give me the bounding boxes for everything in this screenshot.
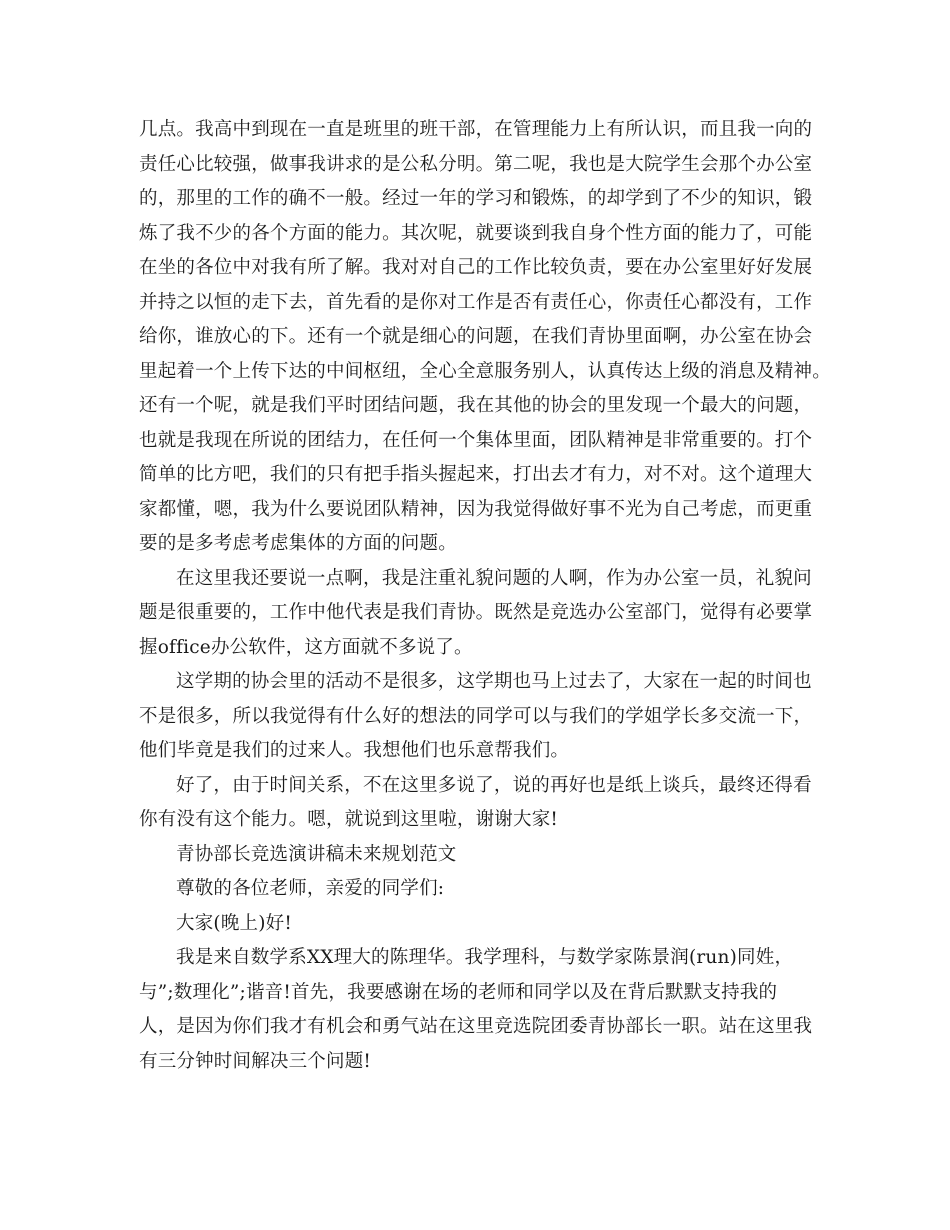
paragraph-start-line: 好了，由于时间关系，不在这里多说了，说的再好也是纸上谈兵，最终还得看 xyxy=(176,774,812,796)
text-line: 他们毕竟是我们的过来人。我想他们也乐意帮我们。 xyxy=(139,740,570,761)
document-body xyxy=(139,113,829,1079)
text-line: 题是很重要的，工作中他代表是我们青协。既然是竞选办公室部门，觉得有必要掌 xyxy=(139,602,813,623)
text-line: 人，是因为你们我才有机会和勇气站在这里竞选院团委青协部长一职。站在这里我 xyxy=(139,1016,813,1037)
text-line: 炼了我不少的各个方面的能力。其次呢，就要谈到我自身个性方面的能力了，可能 xyxy=(139,222,813,244)
text-line: 你有没有这个能力。嗯，就说到这里啦，谢谢大家! xyxy=(139,809,559,830)
paragraph-start-line: 在这里我还要说一点啊，我是注重礼貌问题的人啊，作为办公室一员，礼貌问 xyxy=(176,567,812,589)
salutation-line: 尊敬的各位老师，亲爱的同学们: xyxy=(176,878,445,899)
text-line: 也就是我现在所说的团结力，在任何一个集体里面，团队精神是非常重要的。打个 xyxy=(139,429,813,451)
section-heading: 青协部长竞选演讲稿未来规划范文 xyxy=(176,843,457,865)
text-line: 要的是多考虑考虑集体的方面的问题。 xyxy=(139,533,457,554)
text-line: 给你，谁放心的下。还有一个就是细心的问题，在我们青协里面啊，办公室在协会 xyxy=(139,326,813,347)
text-line: 简单的比方吧，我们的只有把手指头握起来，打出去才有力，对不对。这个道理大 xyxy=(139,464,813,485)
text-line: 的，那里的工作的确不一般。经过一年的学习和锻炼，的却学到了不少的知识，锻 xyxy=(139,188,813,209)
text-line: 有三分钟时间解决三个问题! xyxy=(139,1050,372,1072)
text-line: 几点。我高中到现在一直是班里的班干部，在管理能力上有所认识，而且我一向的 xyxy=(139,119,813,140)
text-line: 不是很多，所以我觉得有什么好的想法的同学可以与我们的学姐学长多交流一下， xyxy=(139,705,813,727)
text-line: 并持之以恒的走下去，首先看的是你对工作是否有责任心，你责任心都没有，工作 xyxy=(139,291,813,313)
text-line: 与”;数理化”;谐音!首先，我要感谢在场的老师和同学以及在背后默默支持我的 xyxy=(139,981,778,1003)
text-line: 在坐的各位中对我有所了解。我对对自己的工作比较负责，要在办公室里好好发展 xyxy=(139,257,813,278)
text-line: 里起着一个上传下达的中间枢纽，全心全意服务别人，认真传达上级的消息及精神。 xyxy=(139,360,831,382)
text-line: 握office办公软件，这方面就不多说了。 xyxy=(139,636,473,658)
paragraph-start-line: 我是来自数学系XX理大的陈理华。我学理科，与数学家陈景润(run)同姓， xyxy=(176,947,794,968)
text-line: 还有一个呢，就是我们平时团结问题，我在其他的协会的里发现一个最大的问题， xyxy=(139,395,813,416)
text-line: 家都懂，嗯，我为什么要说团队精神，因为我觉得做好事不光为自己考虑，而更重 xyxy=(139,498,813,520)
greeting-line: 大家(晚上)好! xyxy=(176,912,292,934)
text-line: 责任心比较强，做事我讲求的是公私分明。第二呢，我也是大院学生会那个办公室 xyxy=(139,153,813,175)
paragraph-start-line: 这学期的协会里的活动不是很多，这学期也马上过去了，大家在一起的时间也 xyxy=(176,671,812,692)
